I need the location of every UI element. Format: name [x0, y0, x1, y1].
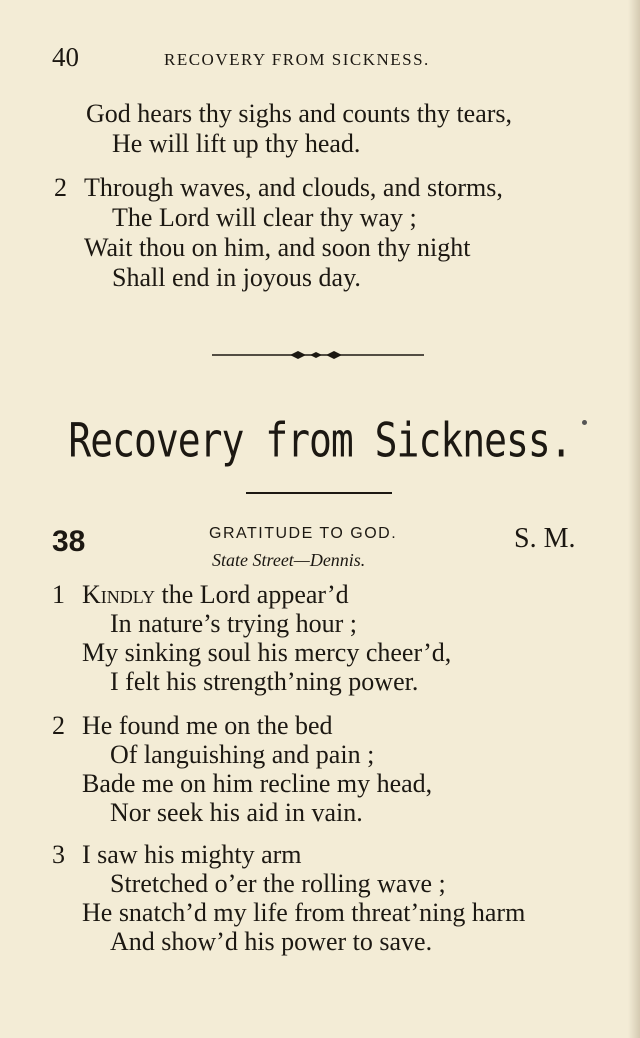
verse-line: He snatch’d my life from threat’ning harm: [82, 898, 526, 927]
first-word: Kindly: [82, 580, 155, 609]
verse-line: God hears thy sighs and counts thy tears,: [86, 99, 513, 128]
page-edge-shadow: [628, 0, 640, 1038]
page-header: [52, 42, 582, 76]
verse-line: In nature’s trying hour ;: [110, 609, 357, 638]
verse-line: Shall end in joyous day.: [112, 263, 361, 292]
verse-line: And show’d his power to save.: [110, 927, 433, 956]
verse-line: I saw his mighty arm: [82, 840, 302, 869]
first-line-rest: the Lord appear’d: [154, 580, 349, 609]
verse-number: 3: [52, 840, 65, 869]
verse-line: Stretched o’er the rolling wave ;: [110, 869, 446, 898]
tune-names: State Street—Dennis.: [212, 550, 366, 570]
verse-number: 2: [52, 711, 65, 740]
verse-line: Nor seek his aid in vain.: [110, 798, 363, 827]
verse-line: Bade me on him recline my head,: [82, 769, 433, 798]
verse-line: My sinking soul his mercy cheer’d,: [82, 638, 452, 667]
verse-line: Wait thou on him, and soon thy night: [84, 233, 471, 262]
verse-line: [82, 580, 349, 610]
ink-speck: [582, 420, 587, 425]
verse-line: I felt his strength’ning power.: [110, 667, 419, 696]
verse-line: Through waves, and clouds, and storms,: [84, 173, 503, 202]
hymn-title: GRATITUDE TO GOD.: [209, 525, 398, 542]
meter: S. M.: [514, 523, 576, 554]
verse-line: The Lord will clear thy way ;: [112, 203, 417, 232]
ornament-divider: [212, 348, 424, 362]
verse-number: 2: [54, 173, 67, 202]
hymn-number: 38: [52, 525, 86, 558]
verse-number: 1: [52, 580, 65, 609]
page-number: 40: [52, 42, 79, 72]
title-rule: [246, 492, 392, 494]
running-title: RECOVERY FROM SICKNESS.: [164, 50, 430, 69]
verse-line: He will lift up thy head.: [112, 129, 361, 158]
section-title: Recovery from Sickness.: [68, 412, 572, 468]
verse-line: Of languishing and pain ;: [110, 740, 375, 769]
verse-line: He found me on the bed: [82, 711, 333, 740]
